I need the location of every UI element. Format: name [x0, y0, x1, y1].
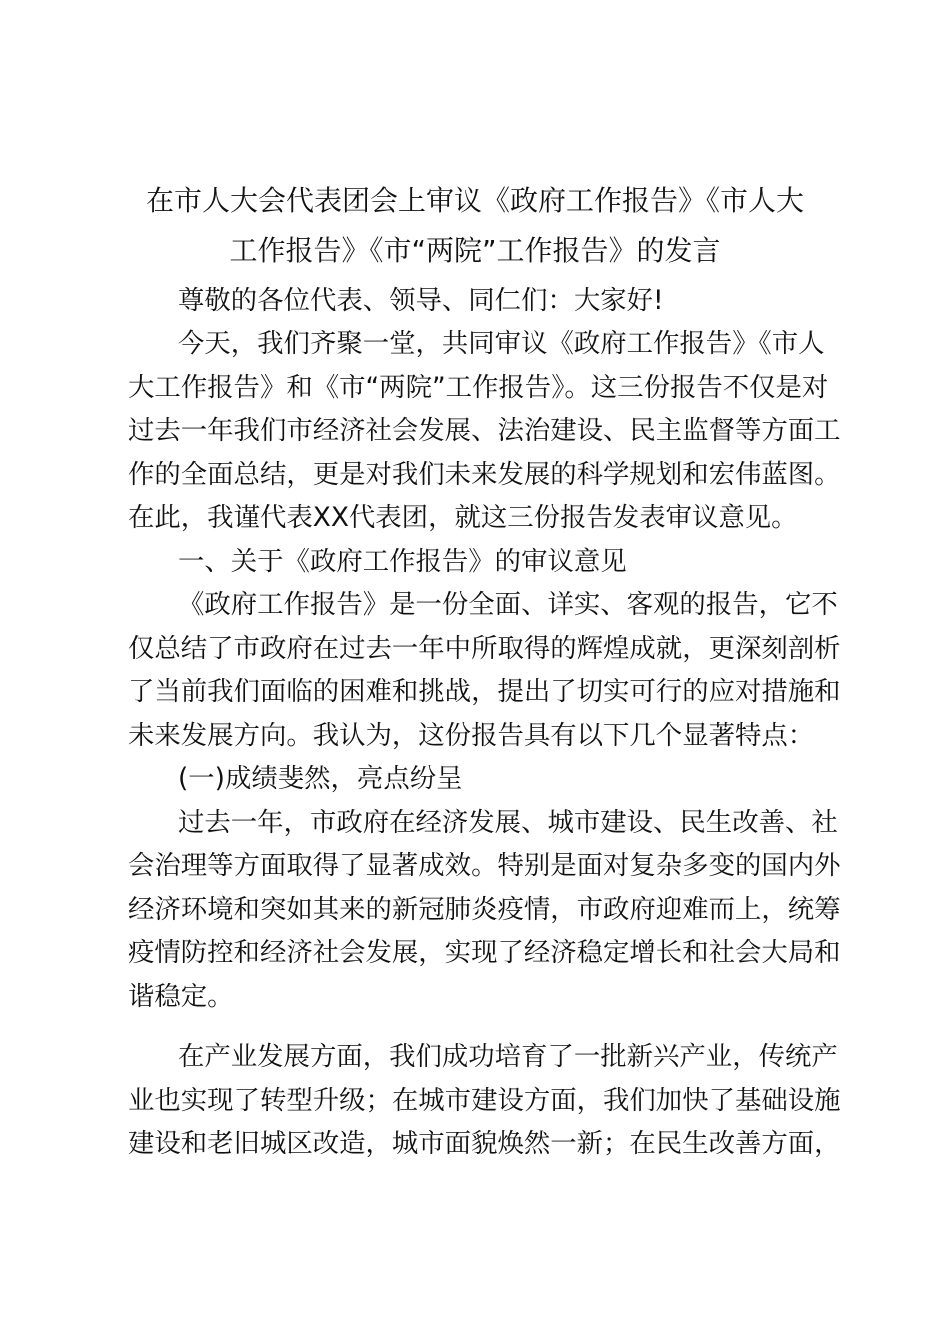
paragraph-line: 在产业发展方面，我们成功培育了一批新兴产业，传统产 [178, 1041, 838, 1072]
paragraph-line: 过去一年我们市经济社会发展、法治建设、民主监督等方面工 [128, 415, 841, 446]
paragraph-line: 了当前我们面临的困难和挑战，提出了切实可行的应对措施和 [128, 676, 841, 707]
paragraph-line: 作的全面总结，更是对我们未来发展的科学规划和宏伟蓝图。 [128, 459, 841, 490]
paragraph-line: 未来发展方向。我认为，这份报告具有以下几个显著特点： [128, 720, 815, 751]
paragraph-line: 业也实现了转型升级；在城市建设方面，我们加快了基础设施 [128, 1085, 841, 1116]
paragraph-line: 大工作报告》和《市“两院”工作报告》。这三份报告不仅是对 [128, 372, 829, 403]
title-line-2: 工作报告》《市“两院”工作报告》的发言 [229, 234, 721, 267]
paragraph-line: 今天，我们齐聚一堂，共同审议《政府工作报告》《市人 [178, 328, 825, 359]
paragraph-line: 建设和老旧城区改造，城市面貌焕然一新；在民生改善方面， [128, 1128, 841, 1159]
section-heading: 一、关于《政府工作报告》的审议意见 [178, 546, 627, 577]
paragraph-line: 疫情防控和经济社会发展，实现了经济稳定增长和社会大局和 [128, 937, 841, 968]
title-line-1: 在市人大会代表团会上审议《政府工作报告》《市人大 [145, 184, 804, 217]
paragraph-line: 《政府工作报告》是一份全面、详实、客观的报告，它不 [178, 589, 838, 620]
paragraph-line: 谐稳定。 [128, 981, 234, 1012]
paragraph-line: 仅总结了市政府在过去一年中所取得的辉煌成就，更深刻剖析 [128, 633, 841, 664]
paragraph-line: 经济环境和突如其来的新冠肺炎疫情，市政府迎难而上，统筹 [128, 894, 841, 925]
document-title [120, 176, 830, 276]
paragraph-line: 在此，我谨代表XX代表团，就这三份报告发表审议意见。 [128, 502, 798, 533]
salutation-line: 尊敬的各位代表、领导、同仁们：大家好! [178, 285, 664, 316]
paragraph-line: 会治理等方面取得了显著成效。特别是面对复杂多变的国内外 [128, 850, 841, 881]
subsection-heading: (一)成绩斐然，亮点纷呈 [178, 763, 463, 794]
paragraph-line: 过去一年，市政府在经济发展、城市建设、民生改善、社 [178, 807, 838, 838]
